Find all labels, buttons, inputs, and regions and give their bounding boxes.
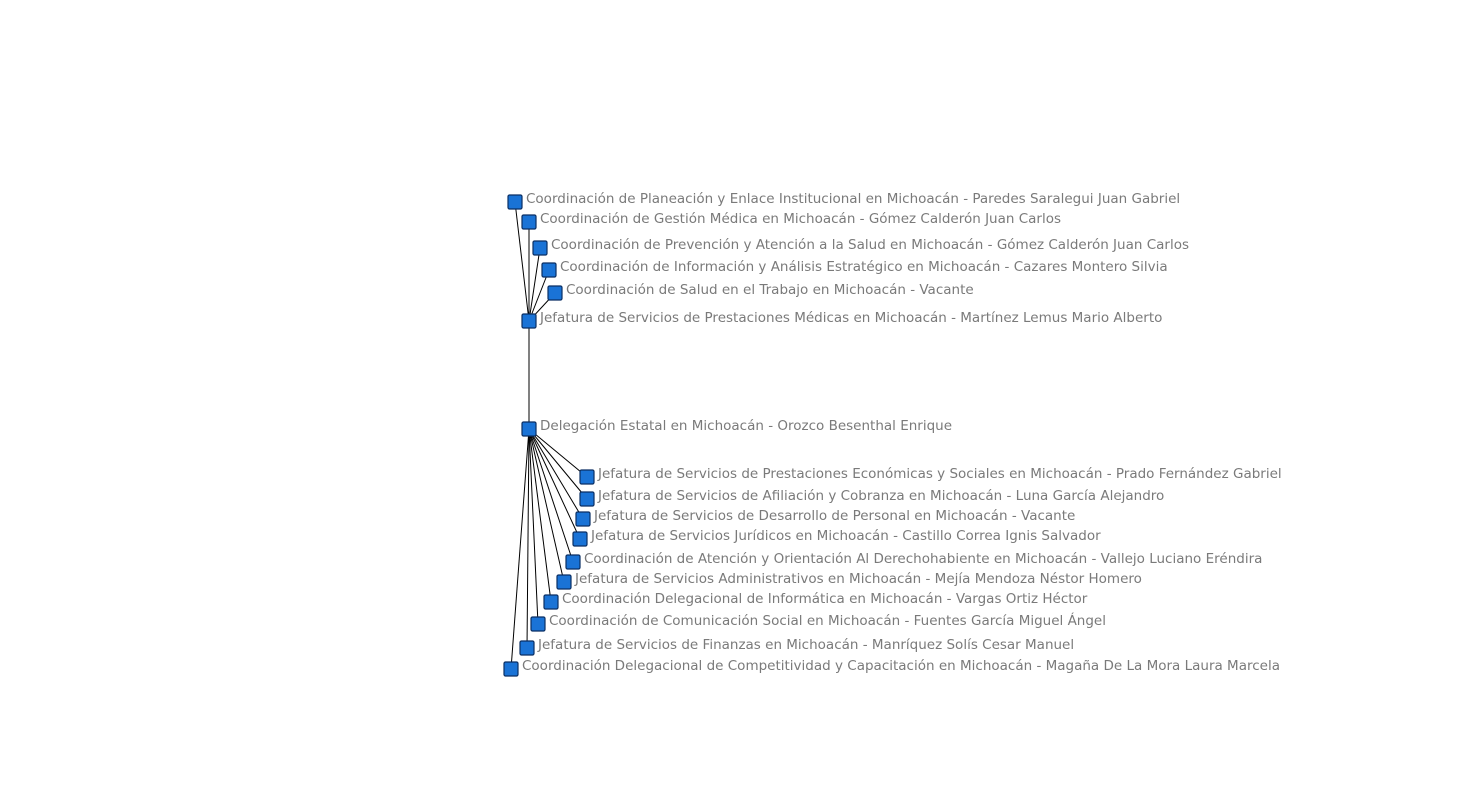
node-marker[interactable]: [548, 286, 562, 300]
node-label: Jefatura de Servicios de Prestaciones Económicas y Sociales en Michoacán - Prado Fernández Gabriel: [598, 466, 1282, 482]
node-label: Coordinación de Gestión Médica en Michoacán - Gómez Calderón Juan Carlos: [540, 211, 1062, 227]
node-marker[interactable]: [566, 555, 580, 569]
node-prestaciones-medicas[interactable]: [522, 310, 1162, 328]
node-finanzas[interactable]: [520, 637, 1074, 655]
node-informacion[interactable]: [542, 259, 1168, 277]
nodes-layer: [504, 191, 1282, 676]
node-label: Coordinación de Salud en el Trabajo en Michoacán - Vacante: [566, 282, 974, 298]
node-marker[interactable]: [576, 512, 590, 526]
node-marker[interactable]: [522, 314, 536, 328]
edge-delegacion-to-comunicacion: [529, 429, 538, 624]
node-label: Jefatura de Servicios de Finanzas en Michoacán - Manríquez Solís Cesar Manuel: [538, 637, 1075, 653]
node-informatica[interactable]: [544, 591, 1088, 609]
node-label: Jefatura de Servicios de Desarrollo de Personal en Michoacán - Vacante: [594, 508, 1076, 524]
edge-delegacion-to-atencion-derechohabiente: [529, 429, 573, 562]
edge-delegacion-to-prestaciones-economicas: [529, 429, 587, 477]
node-label: Coordinación de Planeación y Enlace Institucional en Michoacán - Paredes Saralegui Juan Gabriel: [526, 191, 1181, 207]
node-juridicos[interactable]: [573, 528, 1101, 546]
node-label: Jefatura de Servicios de Prestaciones Médicas en Michoacán - Martínez Lemus Mario Alberto: [540, 310, 1163, 326]
node-administrativos[interactable]: [557, 571, 1142, 589]
node-salud-trabajo[interactable]: [548, 282, 974, 300]
node-marker[interactable]: [522, 422, 536, 436]
node-marker[interactable]: [544, 595, 558, 609]
node-marker[interactable]: [580, 470, 594, 484]
node-marker[interactable]: [520, 641, 534, 655]
node-planeacion[interactable]: [508, 191, 1180, 209]
node-marker[interactable]: [580, 492, 594, 506]
node-label: Coordinación de Información y Análisis Estratégico en Michoacán - Cazares Montero Silvia: [560, 259, 1168, 275]
edge-delegacion-to-desarrollo-personal: [529, 429, 583, 519]
node-label: Coordinación de Atención y Orientación Al Derechohabiente en Michoacán - Vallejo Luciano Eréndira: [584, 551, 1263, 567]
node-label: Jefatura de Servicios Administrativos en Michoacán - Mejía Mendoza Néstor Homero: [575, 571, 1142, 587]
node-comunicacion[interactable]: [531, 612, 1106, 631]
node-delegacion[interactable]: [522, 418, 952, 436]
edge-delegacion-to-informatica: [529, 429, 551, 602]
node-prestaciones-economicas[interactable]: [580, 466, 1282, 484]
node-marker[interactable]: [508, 195, 522, 209]
edge-prestaciones-medicas-to-prevencion: [529, 248, 540, 321]
edge-delegacion-to-administrativos: [529, 429, 564, 582]
node-competitividad[interactable]: [504, 658, 1280, 676]
node-label: Jefatura de Servicios de Afiliación y Cobranza en Michoacán - Luna García Alejandro: [598, 488, 1165, 504]
node-marker[interactable]: [533, 241, 547, 255]
node-marker[interactable]: [531, 617, 545, 631]
node-label: Jefatura de Servicios Jurídicos en Michoacán - Castillo Correa Ignis Salvador: [591, 528, 1101, 544]
node-label: Coordinación de Comunicación Social en Michoacán - Fuentes García Miguel Ángel: [549, 613, 1106, 629]
node-prevencion[interactable]: [533, 237, 1189, 255]
edge-delegacion-to-afiliacion: [529, 429, 587, 499]
node-afiliacion[interactable]: [580, 488, 1164, 506]
node-marker[interactable]: [504, 662, 518, 676]
edge-delegacion-to-juridicos: [529, 429, 580, 539]
node-atencion-derechohabiente[interactable]: [566, 551, 1262, 569]
node-label: Coordinación Delegacional de Informática en Michoacán - Vargas Ortiz Héctor: [562, 591, 1088, 607]
edge-delegacion-to-competitividad: [511, 429, 529, 669]
node-label: Delegación Estatal en Michoacán - Orozco Besenthal Enrique: [540, 418, 953, 434]
node-marker[interactable]: [522, 215, 536, 229]
node-label: Coordinación de Prevención y Atención a la Salud en Michoacán - Gómez Calderón Juan Carlos: [551, 237, 1190, 253]
node-desarrollo-personal[interactable]: [576, 508, 1075, 526]
node-marker[interactable]: [573, 532, 587, 546]
node-marker[interactable]: [557, 575, 571, 589]
node-gestion-medica[interactable]: [522, 211, 1061, 229]
edge-delegacion-to-finanzas: [527, 429, 529, 648]
node-marker[interactable]: [542, 263, 556, 277]
node-label: Coordinación Delegacional de Competitividad y Capacitación en Michoacán - Magaña De La Mora Laura Marcela: [522, 658, 1280, 674]
